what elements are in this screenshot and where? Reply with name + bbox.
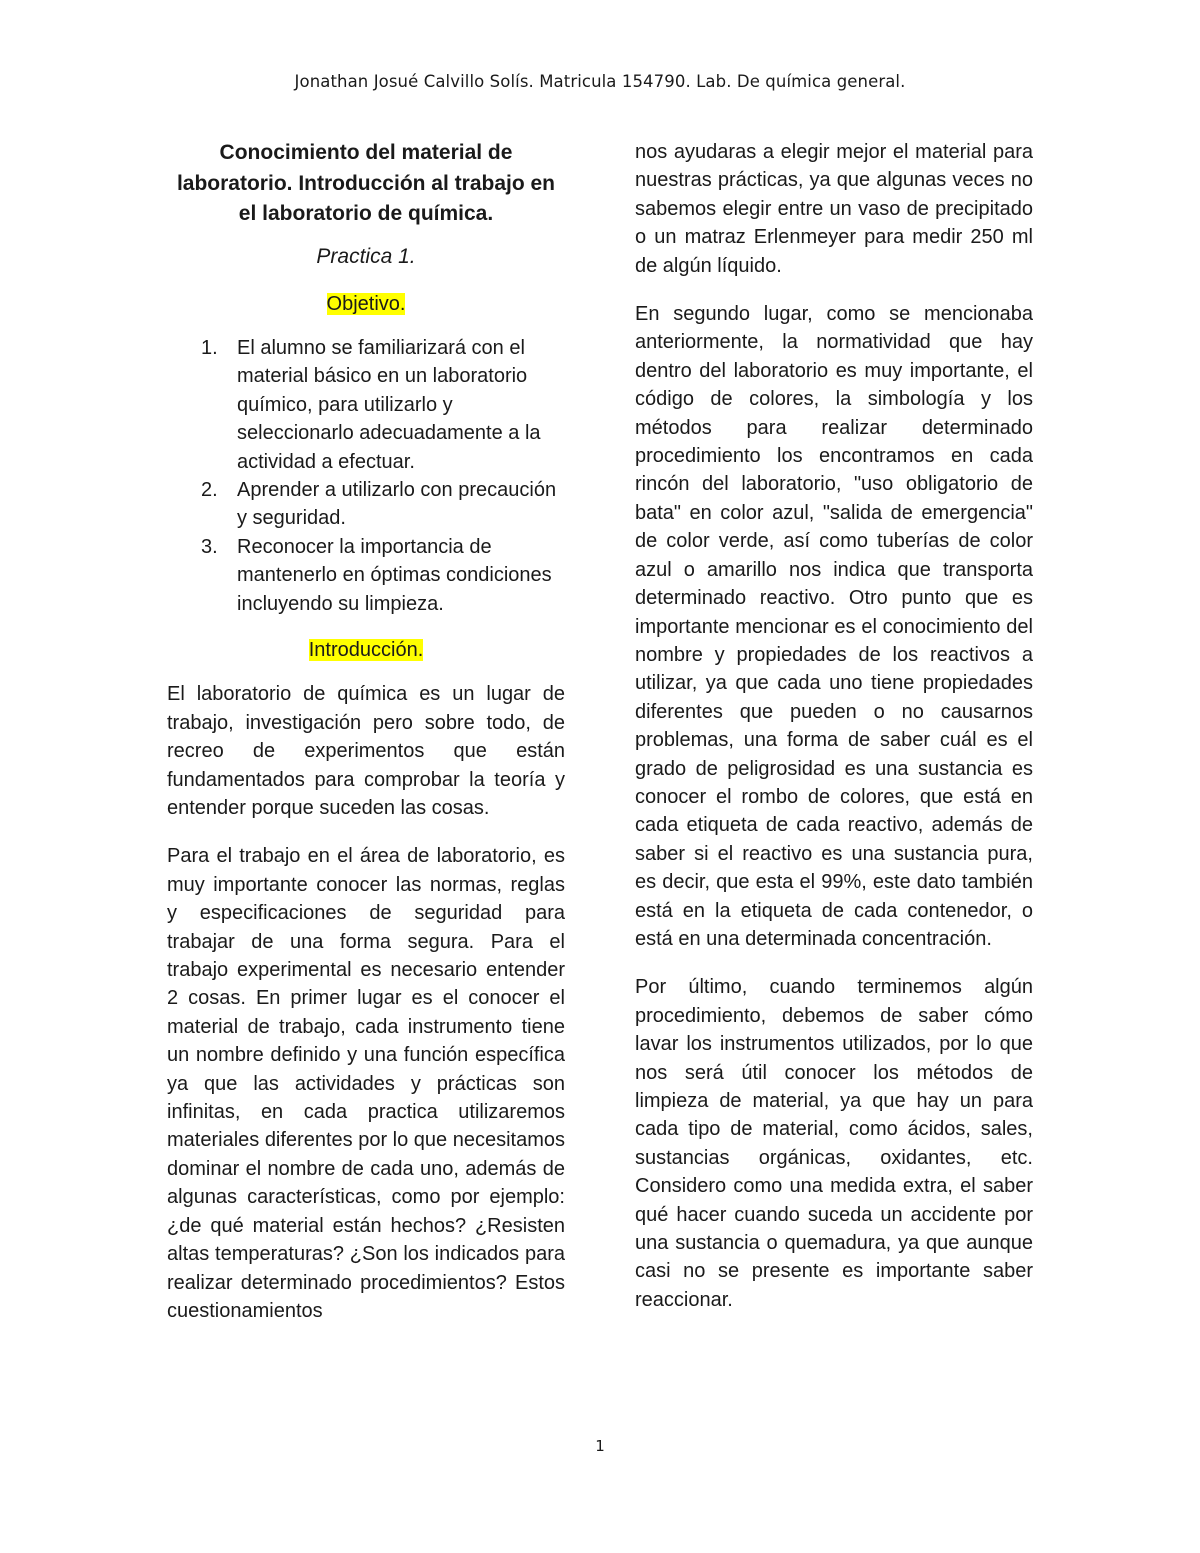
objective-item-number: 2. [201,478,218,501]
page-number: 1 [595,1437,605,1455]
intro-paragraph: nos ayudaras a elegir mejor el material para nuestras prácticas, ya que algunas veces no sabemos elegir entre un vaso de precipitado o un matraz Erlenmeyer para medir 250 ml de algún líquido. [635,141,1033,277]
objective-item-text: Reconocer la importancia de mantenerlo en óptimas condiciones incluyendo su limpieza. [237,535,552,615]
intro-paragraph: En segundo lugar, como se mencionaba anteriormente, la normatividad que hay dentro del laboratorio es muy importante, el código de colores, la simbología y los métodos para realizar determinado procedimiento los encontramos en cada rincón del laboratorio, "uso obligatorio de bata" en color azul, "salida de emergencia" de color verde, así como tuberías de color azul o amarillo nos indica que transporta determinado reactivo. Otro punto que es importante mencionar es el conocimiento del nombre y propiedades de los reactivos a utilizar, ya que cada uno tiene propiedades diferentes que pueden o no causarnos problemas, una forma de saber cuál es el grado de peligrosidad es una sustancia es conocer el rombo de colores, que está en cada etiqueta de cada reactivo, además de saber si el reactivo es una sustancia pura, es decir, que esta el 99%, este dato también está en la etiqueta de cada contenedor, o está en una determinada concentración. [635,303,1033,950]
objective-item [167,334,565,476]
objective-item-text: El alumno se familiarizará con el material básico en un laboratorio químico, para utilizarlo y seleccionarlo adecuadamente a la actividad a efectuar. [237,336,541,473]
right-column [635,138,1033,1314]
introduction-heading [167,636,565,664]
practice-subtitle: Practica 1. [316,244,416,268]
objective-item-number: 1. [201,336,218,359]
objectives-list [167,334,565,618]
objective-heading [167,290,565,318]
objective-heading-text: Objetivo. [326,292,406,315]
intro-paragraph: Para el trabajo en el área de laboratorio, es muy importante conocer las normas, reglas y especificaciones de seguridad para trabajar de una forma segura. Para el trabajo experimental es necesario entender 2 cosas. En primer lugar es el conocer el material de trabajo, cada instrumento tiene un nombre definido y una función específica ya que las actividades y prácticas son infinitas, en cada practica utilizaremos materiales diferentes por lo que necesitamos dominar el nombre de cada uno, además de algunas características, como por ejemplo: ¿de qué material están hechos? ¿Resisten altas temperaturas? ¿Son los indicados para realizar determinado procedimientos? Estos cuestionamientos [167,845,565,1322]
intro-paragraph: El laboratorio de química es un lugar de trabajo, investigación pero sobre todo, de recreo de experimentos que están fundamentados para comprobar la teoría y entender porque suceden las cosas. [167,683,565,819]
objective-item-text: Aprender a utilizarlo con precaución y seguridad. [237,478,557,530]
intro-paragraph: Por último, cuando terminemos algún procedimiento, debemos de saber cómo lavar los instrumentos utilizados, por lo que nos será útil conocer los métodos de limpieza de material, ya que hay un para cada tipo de material, como ácidos, sales, sustancias orgánicas, oxidantes, etc. Considero como una medida extra, el saber qué hacer cuando suceda un accidente por una sustancia o quemadura, ya que aunque casi no se presente es importante saber reaccionar. [635,976,1033,1311]
objective-item [167,476,565,533]
objective-item-number: 3. [201,535,218,558]
document-title: Conocimiento del material de laboratorio. Introducción al trabajo en el laboratorio de química. [176,141,556,225]
page-header: Jonathan Josué Calvillo Solís. Matricula 154790. Lab. De química general. [294,72,906,91]
left-column [167,138,565,1325]
objective-item [167,533,565,618]
introduction-heading-text: Introducción. [308,638,424,661]
